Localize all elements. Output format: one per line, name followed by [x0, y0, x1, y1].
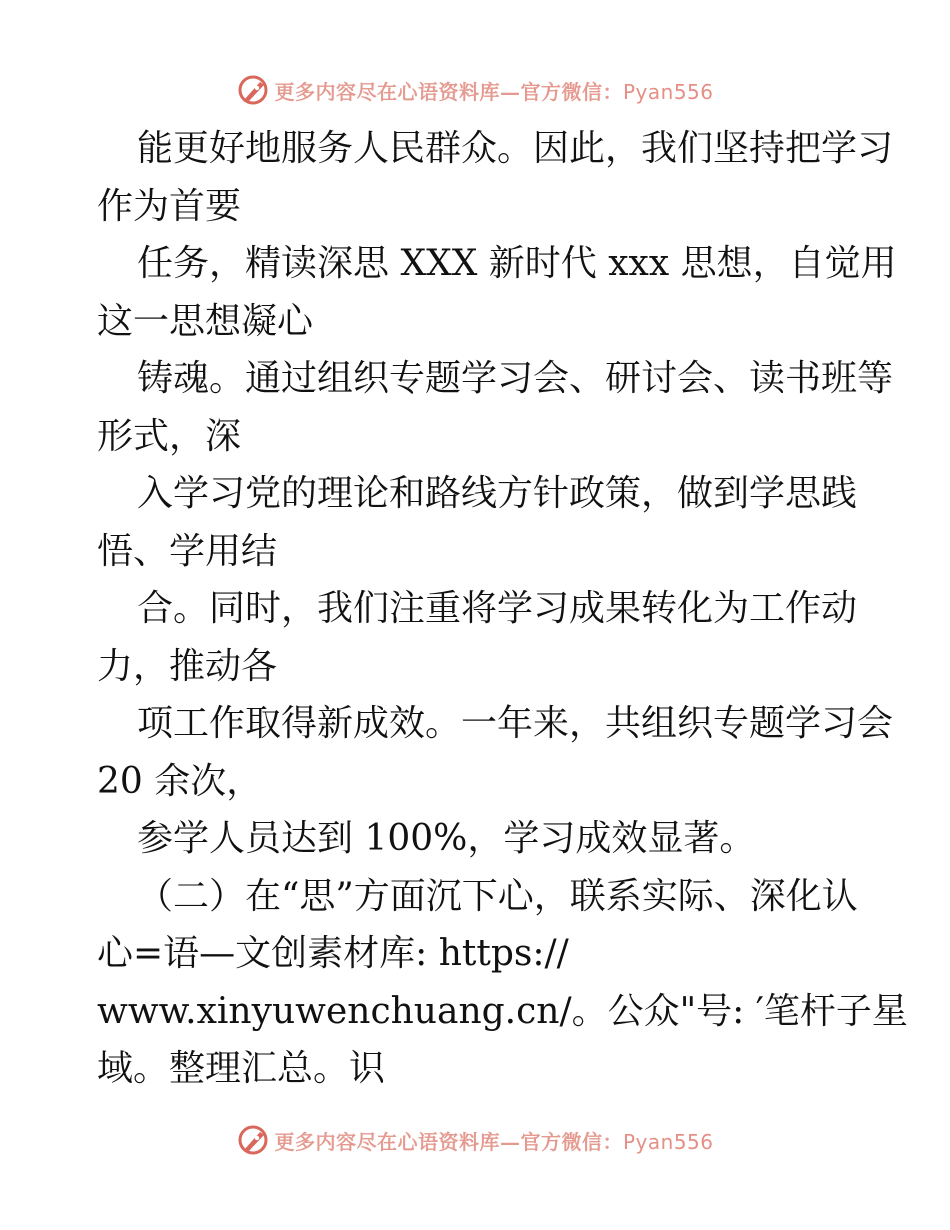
document-body	[97, 120, 908, 1098]
footer-banner-label: 更多内容尽在心语资料库—官方微信：	[274, 1129, 623, 1154]
text-line: 形式，深	[97, 415, 242, 457]
text-line: 力，推动各	[97, 645, 278, 687]
text-line: 合。同时，我们注重将学习成果转化为工作动	[137, 588, 858, 629]
text-line: （二）在“思”方面沉下心，联系实际、深化认	[137, 875, 858, 917]
text-line: 心=语—文创素材库: https://	[97, 933, 569, 974]
text-line: 任务，精读深思 XXX 新时代 xxx 思想，自觉用	[137, 243, 897, 284]
header-banner-label: 更多内容尽在心语资料库—官方微信：	[274, 79, 623, 104]
text-line: 入学习党的理论和路线方针政策，做到学思践	[137, 473, 858, 514]
text-line: 20 余次，	[97, 760, 263, 802]
text-line: 项工作取得新成效。一年来，共组织专题学习会	[137, 703, 894, 744]
header-banner-wechat-id: Pyan556	[622, 79, 714, 104]
footer-banner-wechat-id: Pyan556	[622, 1129, 714, 1154]
text-line: 作为首要	[97, 185, 242, 227]
pen-nib-logo-icon	[236, 1123, 270, 1157]
pen-nib-logo-icon	[236, 73, 270, 107]
text-line: 铸魂。通过组织专题学习会、研讨会、读书班等	[137, 358, 894, 399]
header-banner	[0, 70, 950, 110]
text-line: 悟、学用结	[97, 530, 278, 572]
footer-banner	[0, 1120, 950, 1160]
text-line: 这一思想凝心	[97, 300, 314, 342]
text-line: www.xinyuwenchuang.cn/。公众"号: ′笔杆子星	[97, 990, 908, 1032]
text-line: 能更好地服务人民群众。因此，我们坚持把学习	[137, 128, 894, 169]
header-banner-text	[274, 76, 713, 105]
footer-banner-text	[274, 1126, 713, 1155]
text-line: 域。整理汇总。识	[97, 1048, 386, 1089]
text-line: 参学人员达到 100%，学习成效显著。	[137, 818, 756, 859]
